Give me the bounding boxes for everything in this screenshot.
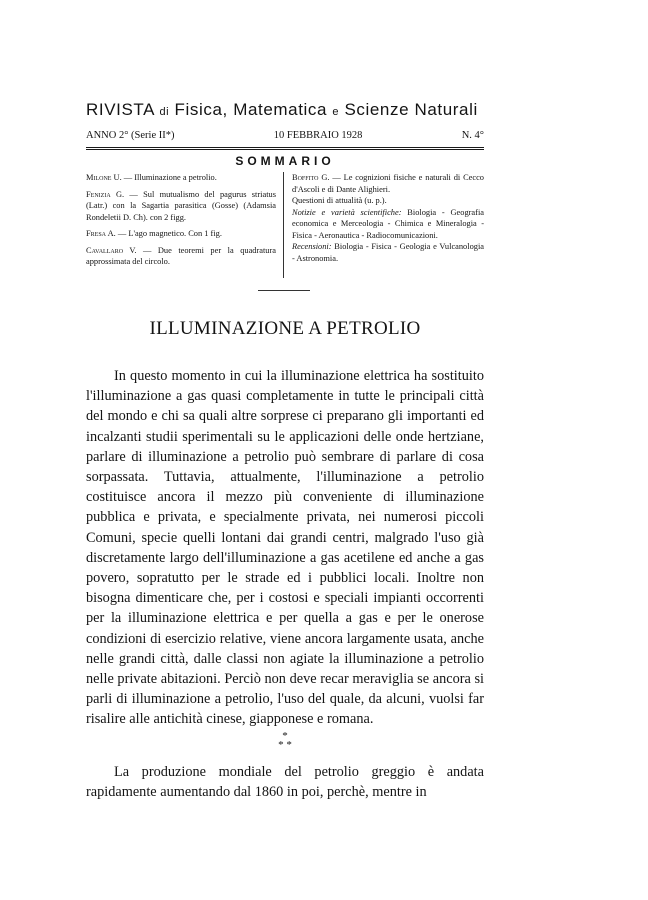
toc-text: — Le cognizioni fisiche e naturali di Cecco d'Ascoli e di Dante Alighieri. [292,173,484,194]
toc-left-column [86,172,276,273]
issue-number: N. 4° [461,130,484,141]
title-word-fisica: Fisica, [174,100,228,119]
header-rule-thin [86,149,484,150]
toc-text: Biologia - Fisica - Geologia e Vulcanologia - Astronomia. [292,242,484,263]
journal-title [86,100,498,120]
issue-line [86,130,484,141]
toc-author: Milone U. [86,173,122,182]
toc-author: Fresa A. [86,229,116,238]
asterism [86,729,484,751]
toc-text: — L'ago magnetico. Con 1 fig. [115,229,222,238]
section-divider [258,290,310,291]
sommario-title: SOMMARIO [235,154,335,168]
toc-entry [292,172,484,195]
title-word-rivista: RIVISTA [86,100,155,119]
toc-text: — Illuminazione a petrolio. [121,173,217,182]
header-rule [86,147,484,148]
article-paragraph: In questo momento in cui la illuminazione elettrica ha sostituito l'illuminazione a gas quasi completamente in tutte le principali città del mondo e chi sa quali altre sorprese ci preparano gli importanti ed incalzanti studii sperimentali su le applicazioni delle onde hertziane, parlare di illuminazione a petrolio può sembrare di parlare di cosa sorpassata. Tuttavia, attualmente, l'illuminazione a petrolio costituisce ancora il mezzo più conveniente di illuminazione pubblica e privata, e specialmente privata, nei numerosi piccoli Comuni, specie quelli lontani dai grandi centri, malgrado l'uso già discretamente largo dell'illuminazione a gas acetilene ed anche a gas povero, sopratutto per le strade ed i pubblici locali. Inoltre non bisogna dimenticare che, per i costosi e speciali impianti occorrenti per la illuminazione elettrica e per quella a gas e per le onerose condizioni di esercizio relative, viene ancora largamente usata, anche nelle grandi città, dalle classi non agiate la illuminazione a petrolio nelle private abitazioni. Perciò non deve recar meraviglia se ancora si parli di illuminazione a petrolio, l'uso del quale, da alcuni, vuolsi far risalire alle antichità cinese, giapponese e romana. [86,368,484,728]
toc-entry [292,207,484,242]
title-word-e: e [332,106,340,118]
asterism-bottom: * * [278,738,292,751]
toc-category: Recensioni: [292,242,332,251]
toc-text: Biologia - Geografia economica e Merceologia - Chimica e Mineralogia - Fisica - Aeronautica - Radiocomunicazioni. [292,207,484,240]
issue-year: ANNO 2° (Serie II*) [86,130,175,141]
toc-text: — Due teoremi per la quadratura approssimata del circolo. [86,245,277,266]
title-word-matematica: Matematica [233,100,328,119]
title-word-scienze-naturali: Scienze Naturali [344,100,478,119]
toc-entry [86,189,276,224]
toc-entry [86,245,276,268]
article-title: ILLUMINAZIONE A PETROLIO [149,318,421,339]
toc-entry [86,172,276,184]
toc-entry [292,241,484,264]
toc-author: Cavallaro V. [86,245,137,255]
toc-category: Notizie e varietà scientifiche: [292,207,402,217]
title-word-di: di [159,106,170,118]
toc-author: Fenizia G. [86,189,125,199]
toc-text: — Sul mutualismo del pagurus striatus (Latr.) con la Sagartia parasitica (Gosse) (Adamsia Rondeletii D. Ch). con 2 figg. [86,189,276,222]
toc-entry [292,195,484,207]
article-paragraph: La produzione mondiale del petrolio greggio è andata rapidamente aumentando dal 1860 in poi, perchè, mentre in [86,763,484,800]
toc-column-divider [283,172,284,278]
article-body [86,366,484,802]
asterism-top: * [282,729,288,742]
issue-date: 10 FEBBRAIO 1928 [273,130,363,141]
toc-author: Boffito G. [292,173,330,182]
toc-right-column [292,172,484,269]
toc-entry [86,228,276,240]
toc-text: Questioni di attualità (u. p.). [292,196,387,205]
